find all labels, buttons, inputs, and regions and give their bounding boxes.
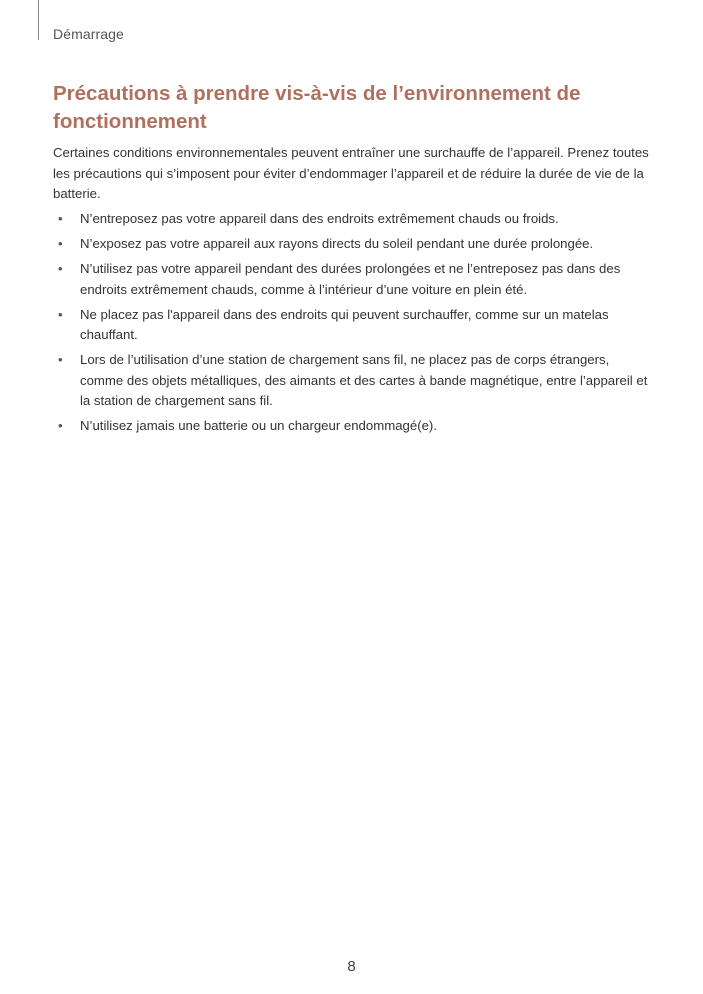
bullet-icon: •: [58, 236, 63, 251]
intro-paragraph: Certaines conditions environnementales peuvent entraîner une surchauffe de l’appareil. Prenez toutes les précautions qui s’imposent pour éviter d’endommager l’appareil et de réduire la durée de vie de la batterie.: [53, 145, 649, 201]
list-item-text: Ne placez pas l'appareil dans des endroits qui peuvent surchauffer, comme sur un matelas chauffant.: [80, 306, 609, 342]
list-item-text: N’entreposez pas votre appareil dans des endroits extrêmement chauds ou froids.: [80, 211, 559, 226]
list-item: [53, 259, 653, 300]
precautions-list: [53, 209, 653, 441]
list-item: [53, 234, 653, 255]
list-item: [53, 416, 653, 437]
list-item-text: Lors de l’utilisation d’une station de chargement sans fil, ne placez pas de corps étrangers, comme des objets métalliques, des aimants et des cartes à bande magnétique, entre l’appareil et la station de chargement sans fil.: [80, 352, 648, 408]
list-item-text: N’exposez pas votre appareil aux rayons directs du soleil pendant une durée prolongée.: [80, 236, 594, 251]
bullet-icon: •: [58, 352, 63, 367]
bullet-icon: •: [58, 418, 63, 433]
section-title: Précautions à prendre vis-à-vis de l’environnement de fonctionnement: [53, 82, 581, 133]
bullet-icon: •: [58, 306, 63, 322]
running-header: Démarrage: [53, 26, 124, 42]
page-number: 8: [347, 958, 356, 975]
list-item-text: N’utilisez pas votre appareil pendant des durées prolongées et ne l’entreposez pas dans des endroits extrêmement chauds, comme à l’intérieur d’une voiture en plein été.: [80, 261, 621, 297]
header-side-rule: [38, 0, 39, 40]
list-item: [53, 209, 653, 230]
list-item-text: N’utilisez jamais une batterie ou un chargeur endommagé(e).: [80, 418, 437, 433]
list-item: [53, 350, 653, 412]
list-item: [53, 305, 653, 346]
bullet-icon: •: [58, 211, 63, 226]
bullet-icon: •: [58, 261, 63, 276]
